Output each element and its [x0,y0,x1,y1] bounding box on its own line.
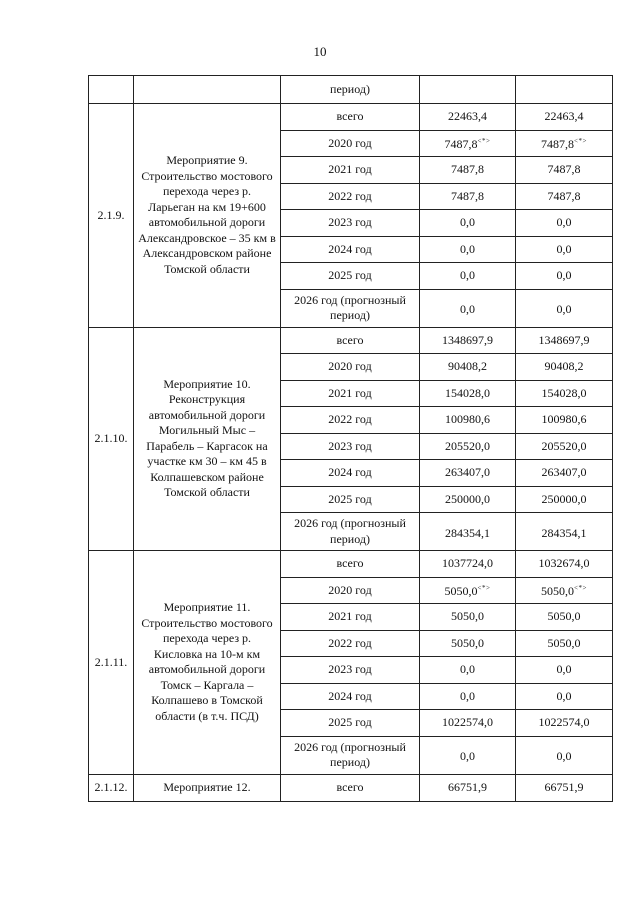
measure-description: Мероприятие 9. Строительство мостового перехода через р. Ларьеган на км 19+600 автомобильной дороги Александровское – 35 км в Александровском районе Томской области [134,104,281,328]
value-cell-col2 [516,263,613,290]
period-cell: всего [281,774,420,801]
value-cell-col2 [516,513,613,551]
period-cell: 2024 год [281,683,420,710]
amount-value: 0,0 [460,749,475,764]
period-cell: период) [281,76,420,104]
amount-value: 0,0 [556,688,572,703]
amount-value: 0,0 [556,215,572,229]
table-row [89,551,613,578]
amount-value: 1032674,0 [538,556,590,570]
amount-value: 7487,8 [547,188,581,203]
value-cell-col1 [420,577,516,604]
period-cell: 2024 год [281,236,420,263]
measure-description: Мероприятие 10. Реконструкция автомобильной дороги Могильный Мыс – Парабель – Каргасок на участке км 30 – км 45 в Колпашевском районе Томской области [134,327,281,551]
value-cell-col2 [516,630,613,657]
amount-value: 100980,6 [541,412,587,426]
value-cell-col1 [420,407,516,434]
amount-value: 0,0 [460,688,475,703]
amount-value: 1022574,0 [538,715,590,729]
amount-value: 205520,0 [541,438,587,453]
budget-table [88,75,613,802]
amount-value: 0,0 [460,241,475,256]
amount-value: 7487,8 [444,137,478,151]
period-cell: 2024 год [281,460,420,487]
amount-value: 0,0 [460,215,475,229]
amount-value: 284354,1 [541,525,587,540]
amount-value: 0,0 [460,662,475,676]
value-cell-col1 [420,513,516,551]
value-cell-col2 [516,130,613,157]
measure-number: 2.1.12. [89,774,134,801]
amount-value: 5050,0 [444,584,478,598]
period-cell: 2022 год [281,630,420,657]
period-cell: 2023 год [281,433,420,460]
amount-value: 66751,9 [448,779,487,794]
amount-value: 5050,0 [547,635,581,650]
table-row [89,774,613,801]
table-cell [89,76,134,104]
measure-number: 2.1.11. [89,551,134,775]
value-cell-col2 [516,577,613,604]
amount-value: 0,0 [556,662,572,676]
amount-value: 205520,0 [445,438,490,453]
amount-value: 66751,9 [544,779,584,794]
value-cell-col2 [516,433,613,460]
amount-value: 0,0 [460,268,475,282]
period-cell: 2023 год [281,210,420,237]
value-cell-col2 [516,407,613,434]
page-number: 10 [313,44,327,59]
amount-value: 0,0 [556,302,572,317]
value-cell-col1 [420,354,516,381]
value-cell-col1 [420,683,516,710]
period-cell: 2020 год [281,130,420,157]
amount-value: 0,0 [556,241,572,256]
value-cell-col2 [516,289,613,327]
value-cell-col2 [516,657,613,684]
amount-value: 1022574,0 [442,715,493,729]
value-cell-col1 [420,630,516,657]
table-row [89,76,613,104]
period-cell: всего [281,327,420,354]
amount-value: 1348697,9 [538,332,590,347]
amount-value: 250000,0 [445,491,490,506]
period-cell: 2021 год [281,604,420,631]
value-cell-col1 [420,104,516,131]
value-cell-col2 [516,157,613,184]
value-cell-col2 [516,460,613,487]
value-cell-col1 [420,130,516,157]
amount-value: 7487,8 [541,137,575,151]
amount-value: 0,0 [460,302,475,317]
table-cell [134,76,281,104]
value-cell-col1 [420,736,516,774]
amount-value: 22463,4 [544,109,584,123]
measure-number: 2.1.9. [89,104,134,328]
value-cell-col1 [420,551,516,578]
value-cell-col1 [420,210,516,237]
value-cell-col2 [516,774,613,801]
amount-value: 154028,0 [541,385,587,400]
period-cell: 2022 год [281,183,420,210]
footnote-mark: <*> [477,137,491,145]
value-cell-col1 [420,263,516,290]
value-cell-col2 [516,183,613,210]
measure-description: Мероприятие 11. Строительство мостового перехода через р. Кисловка на 10-м км автомобильной дороги Томск – Каргала – Колпашево в Томской области (в т.ч. ПСД) [134,551,281,775]
amount-value: 0,0 [556,268,572,282]
value-cell-col2 [516,710,613,737]
value-cell-col2 [516,604,613,631]
period-cell: всего [281,551,420,578]
amount-value: 1037724,0 [442,556,493,570]
amount-value: 7487,8 [451,162,484,176]
amount-value: 250000,0 [541,491,587,506]
value-cell-col1 [420,433,516,460]
amount-value: 263407,0 [445,465,490,479]
value-cell-col2 [516,736,613,774]
value-cell-col1 [420,774,516,801]
amount-value: 1348697,9 [442,332,493,347]
amount-value: 5050,0 [451,635,484,650]
value-cell-col2 [516,380,613,407]
measure-description: Мероприятие 12. [134,774,281,801]
value-cell-col2 [516,354,613,381]
period-cell: 2025 год [281,263,420,290]
amount-value: 90408,2 [448,359,487,373]
value-cell-col2 [516,327,613,354]
period-cell: 2026 год (прогнозный период) [281,513,420,551]
value-cell-col1 [420,604,516,631]
amount-value: 7487,8 [547,162,581,176]
table-row [89,104,613,131]
table-cell [516,76,613,104]
value-cell-col2 [516,551,613,578]
period-cell: 2021 год [281,380,420,407]
amount-value: 0,0 [556,749,572,764]
table-cell [420,76,516,104]
period-cell: 2020 год [281,354,420,381]
value-cell-col1 [420,710,516,737]
value-cell-col1 [420,289,516,327]
value-cell-col2 [516,236,613,263]
amount-value: 154028,0 [445,385,490,400]
value-cell-col1 [420,157,516,184]
amount-value: 22463,4 [448,109,487,123]
footnote-mark: <*> [574,137,587,145]
table-row [89,327,613,354]
footnote-mark: <*> [574,584,587,592]
period-cell: 2023 год [281,657,420,684]
period-cell: 2022 год [281,407,420,434]
amount-value: 100980,6 [445,412,490,426]
amount-value: 5050,0 [451,609,484,623]
period-cell: 2026 год (прогнозный период) [281,736,420,774]
value-cell-col1 [420,327,516,354]
value-cell-col2 [516,683,613,710]
value-cell-col2 [516,104,613,131]
period-cell: 2021 год [281,157,420,184]
amount-value: 5050,0 [541,584,575,598]
value-cell-col1 [420,183,516,210]
value-cell-col1 [420,380,516,407]
value-cell-col1 [420,657,516,684]
amount-value: 263407,0 [541,465,587,479]
value-cell-col2 [516,486,613,513]
period-cell: 2026 год (прогнозный период) [281,289,420,327]
value-cell-col1 [420,486,516,513]
amount-value: 284354,1 [445,525,490,540]
amount-value: 5050,0 [547,609,581,623]
measure-number: 2.1.10. [89,327,134,551]
value-cell-col1 [420,236,516,263]
amount-value: 90408,2 [544,359,584,373]
value-cell-col2 [516,210,613,237]
amount-value: 7487,8 [451,188,484,203]
period-cell: 2020 год [281,577,420,604]
period-cell: 2025 год [281,486,420,513]
period-cell: 2025 год [281,710,420,737]
period-cell: всего [281,104,420,131]
footnote-mark: <*> [477,584,491,592]
value-cell-col1 [420,460,516,487]
